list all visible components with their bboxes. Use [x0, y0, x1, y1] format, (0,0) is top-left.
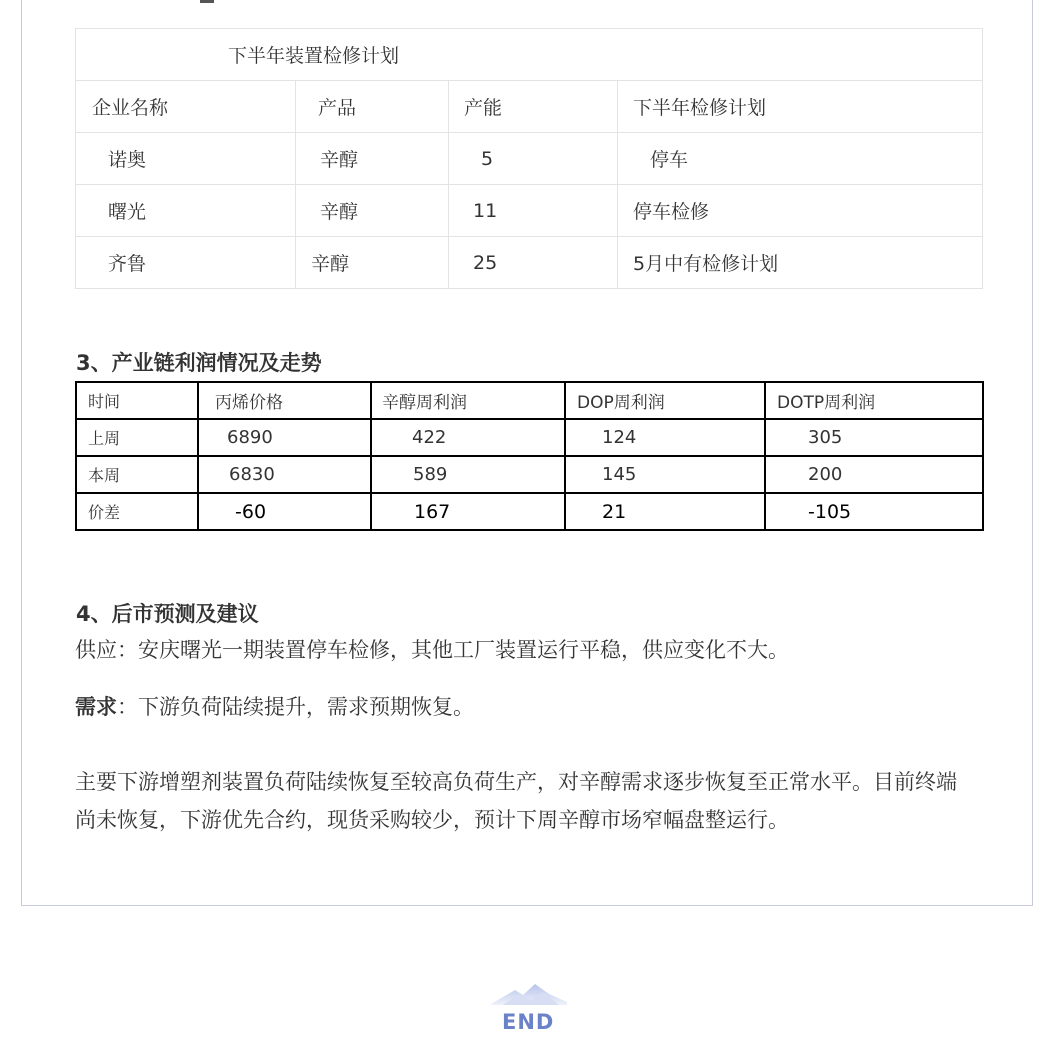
table-row [76, 419, 983, 456]
cell-product: 辛醇 [296, 133, 449, 185]
supply-paragraph: 供应：安庆曙光一期装置停车检修，其他工厂装置运行平稳，供应变化不大。 [75, 638, 789, 662]
cell-period: 上周 [76, 419, 198, 456]
cell-capacity: 5 [449, 133, 618, 185]
end-label: END [502, 1010, 555, 1034]
cell-product: 辛醇 [296, 237, 449, 289]
section-3-heading: 3、产业链利润情况及走势 [76, 351, 322, 375]
cell-octanol-profit: 167 [371, 493, 565, 530]
header-propylene-price: 丙烯价格 [198, 382, 371, 419]
cell-propylene-price: -60 [198, 493, 371, 530]
header-dop-profit: DOP周利润 [565, 382, 765, 419]
cell-propylene-price: 6890 [198, 419, 371, 456]
cell-dop-profit: 21 [565, 493, 765, 530]
header-octanol-profit: 辛醇周利润 [371, 382, 565, 419]
demand-text: ：下游负荷陆续提升，需求预期恢复。 [117, 695, 474, 719]
cut-off-text-fragment [200, 0, 214, 3]
header-product: 产品 [296, 81, 449, 133]
header-dotp-profit: DOTP周利润 [765, 382, 983, 419]
table-header-row [76, 81, 983, 133]
summary-paragraph: 主要下游增塑剂装置负荷陆续恢复至较高负荷生产，对辛醇需求逐步恢复至正常水平。目前终端尚未恢复，下游优先合约，现货采购较少，预计下周辛醇市场窄幅盘整运行。 [75, 770, 957, 832]
header-capacity: 产能 [449, 81, 618, 133]
cell-dop-profit: 145 [565, 456, 765, 493]
table-row [76, 456, 983, 493]
maintenance-plan-table [75, 28, 983, 289]
cell-period: 本周 [76, 456, 198, 493]
table-row [76, 185, 983, 237]
table-caption: 下半年装置检修计划 [76, 29, 983, 81]
cell-plan: 停车检修 [618, 185, 983, 237]
cell-period: 价差 [76, 493, 198, 530]
cell-company: 曙光 [76, 185, 296, 237]
cell-dotp-profit: -105 [765, 493, 983, 530]
cell-octanol-profit: 422 [371, 419, 565, 456]
cell-capacity: 11 [449, 185, 618, 237]
cell-octanol-profit: 589 [371, 456, 565, 493]
header-plan: 下半年检修计划 [618, 81, 983, 133]
cell-company: 诺奥 [76, 133, 296, 185]
end-marker [489, 980, 569, 1042]
profit-table [75, 381, 984, 531]
cell-dotp-profit: 200 [765, 456, 983, 493]
cell-dop-profit: 124 [565, 419, 765, 456]
section-4-heading: 4、后市预测及建议 [76, 602, 259, 626]
cell-plan: 5月中有检修计划 [618, 237, 983, 289]
cell-propylene-price: 6830 [198, 456, 371, 493]
cell-capacity: 25 [449, 237, 618, 289]
cell-plan: 停车 [618, 133, 983, 185]
table-row [76, 237, 983, 289]
table-caption-row [76, 29, 983, 81]
table-row [76, 133, 983, 185]
cell-product: 辛醇 [296, 185, 449, 237]
demand-label: 需求 [75, 695, 117, 719]
table-row [76, 493, 983, 530]
cell-company: 齐鲁 [76, 237, 296, 289]
header-time: 时间 [76, 382, 198, 419]
cell-dotp-profit: 305 [765, 419, 983, 456]
demand-paragraph [75, 688, 975, 726]
header-company: 企业名称 [76, 81, 296, 133]
table-header-row [76, 382, 983, 419]
